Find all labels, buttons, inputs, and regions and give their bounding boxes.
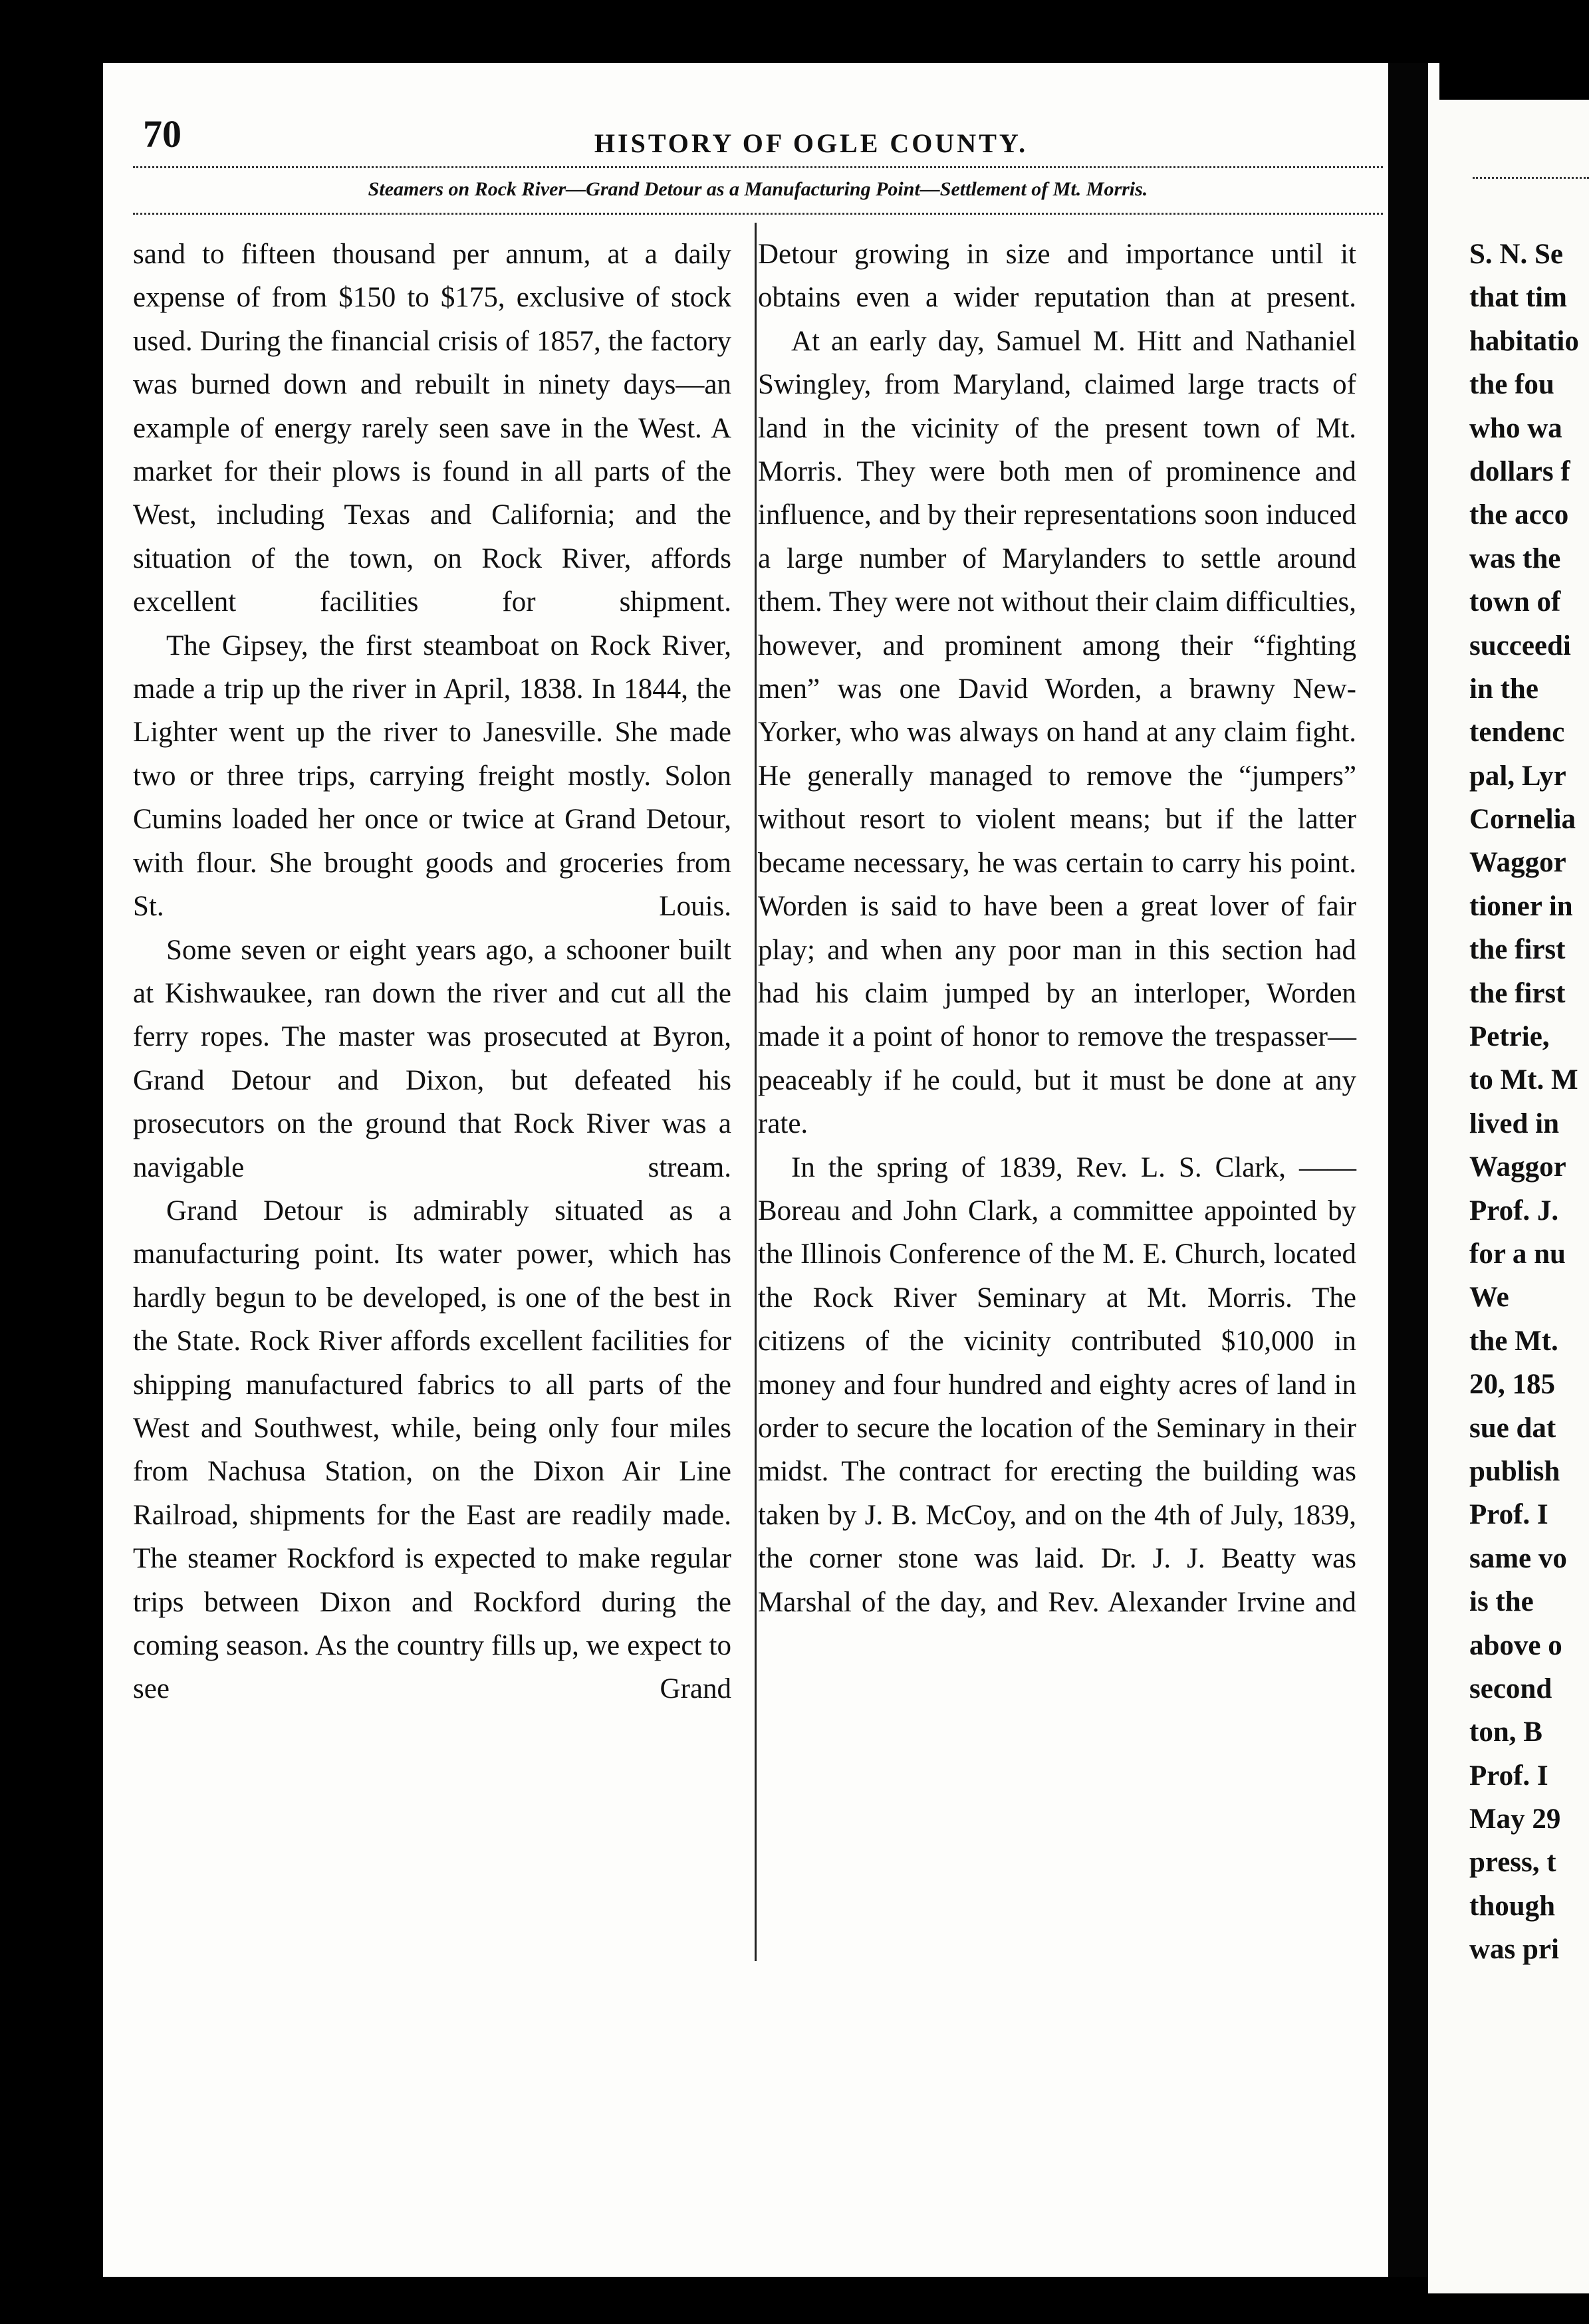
facing-page-line: who wa: [1469, 412, 1562, 444]
running-head: HISTORY OF OGLE COUNTY.: [594, 128, 1029, 158]
facing-page-line: habitatio: [1469, 325, 1579, 357]
facing-page-line: S. N. Se: [1469, 239, 1563, 270]
facing-page-line: Waggor: [1469, 847, 1566, 879]
facing-page-line: for a nu: [1469, 1238, 1566, 1270]
facing-page-line: the Mt.: [1469, 1325, 1558, 1357]
facing-page-line: publish: [1469, 1455, 1560, 1487]
facing-page-line: is the: [1469, 1586, 1534, 1618]
facing-page-line: Prof. I: [1469, 1499, 1548, 1531]
facing-page-line: lived in: [1469, 1107, 1560, 1139]
facing-page-line: tendenc: [1469, 717, 1565, 749]
paragraph-seminary: In the spring of 1839, Rev. L. S. Clark, —— Boreau and John Clark, a committee appointed by the Illinois Conference of the M. E. Church, located the Rock River Seminary at Mt. Morris. The citizens of the vicinity contributed $10,000 in money and four hundred and eighty acres of land in order to secure the location of the Seminary in their midst. The contract for erecting the building was taken by J. B. McCoy, and on the 4th of July, 1839, the corner stone was laid. Dr. J. J. Beatty was Marshal of the day, and Rev. Alexander Irvine and: [758, 1151, 1356, 1618]
facing-page-line: May 29: [1469, 1803, 1561, 1835]
scan-blot: [45, 2240, 85, 2267]
facing-page-line: town of: [1469, 586, 1561, 618]
facing-page-line: 20, 185: [1469, 1369, 1555, 1401]
facing-page-line: sue dat: [1469, 1412, 1556, 1444]
facing-page-line: was the: [1469, 542, 1561, 574]
facing-page-line: the fou: [1469, 369, 1554, 401]
facing-page-line: in the: [1469, 673, 1538, 705]
facing-page-line: pal, Lyr: [1469, 760, 1566, 792]
facing-page-line: that tim: [1469, 282, 1567, 314]
paragraph-factory: sand to fifteen thousand per annum, at a daily expense of from $150 to $175, exclusive of stock used. During the financial crisis of 1857, the factory was burned down and rebuilt in ninety days—an example of energy rarely seen save in the West. A market for their plows is found in all parts of the West, including Texas and California; and the situation of the town, on Rock River, affords excellent facilities for shipment.: [133, 239, 731, 618]
facing-page-line: Prof. J.: [1469, 1195, 1559, 1226]
facing-page-text: [1469, 233, 1589, 1972]
paragraph-steamboats: The Gipsey, the first steamboat on Rock River, made a trip up the river in April, 1838. In 1844, the Lighter went up the river to Janesville. She made two or three trips, carrying freight mostly. Solon Cumins loaded her once or twice at Grand Detour, with flour. She brought goods and groceries from St. Louis.: [133, 630, 731, 923]
right-column: [758, 233, 1356, 1624]
facing-page-line: the first: [1469, 934, 1566, 966]
facing-page-line: to Mt. M: [1469, 1064, 1578, 1096]
facing-page-line: We: [1469, 1282, 1509, 1314]
section-subhead: Steamers on Rock River—Grand Detour as a Manufacturing Point—Settlement of Mt. Morris.: [368, 178, 1148, 200]
column-rule: [755, 223, 757, 1961]
paragraph-schooner: Some seven or eight years ago, a schooner built at Kishwaukee, ran down the river and cut all the ferry ropes. The master was prosecuted at Byron, Grand Detour and Dixon, but defeated his prosecutors on the ground that Rock River was a navigable stream.: [133, 934, 731, 1183]
facing-page-line: second: [1469, 1673, 1552, 1704]
facing-page-line: tioner in: [1469, 890, 1573, 922]
paragraph-mt-morris-settlers: At an early day, Samuel M. Hitt and Nathaniel Swingley, from Maryland, claimed large tracts of land in the vicinity of the present town of Mt. Morris. They were both men of prominence and influence, and by their representations soon induced a large number of Marylanders to settle around them. They were not without their claim difficulties, however, and prominent among their “fighting men” was one David Worden, a brawny New-Yorker, who was always on hand at any claim fight. He generally managed to remove the “jumpers” without resort to violent means; but if the latter became necessary, he was certain to carry his point. Worden is said to have been a great lover of fair play; and when any poor man in this section had had his claim jumped by an interloper, Worden made it a point of honor to remove the trespasser—peaceably if he could, but it must be done at any rate.: [758, 325, 1356, 1140]
facing-page-rule: [1473, 177, 1589, 179]
facing-page-line: Petrie,: [1469, 1021, 1550, 1053]
facing-page-line: the acco: [1469, 499, 1569, 531]
paragraph-detour-growth: Detour growing in size and importance until it obtains even a wider reputation than at present.: [758, 239, 1356, 314]
facing-page-line: dollars f: [1469, 455, 1570, 487]
facing-page-line: press, t: [1469, 1847, 1556, 1879]
subhead-rule: [133, 213, 1383, 215]
page-number: 70: [143, 112, 182, 156]
facing-page-line: succeedi: [1469, 630, 1571, 661]
facing-page-line: same vo: [1469, 1542, 1567, 1574]
facing-page-line: the first: [1469, 977, 1566, 1009]
facing-page-line: was pri: [1469, 1934, 1559, 1966]
facing-page-line: Waggor: [1469, 1151, 1566, 1183]
facing-page-line: though: [1469, 1890, 1556, 1922]
left-column: [133, 233, 731, 1711]
facing-page-line: ton, B: [1469, 1716, 1542, 1748]
facing-page-line: Prof. I: [1469, 1760, 1548, 1792]
header-rule: [133, 166, 1383, 168]
facing-page-line: Cornelia: [1469, 804, 1576, 836]
paragraph-manufacturing-point: Grand Detour is admirably situated as a manufacturing point. Its water power, which has hardly begun to be developed, is one of the best in the State. Rock River affords excellent facilities for shipping manufactured fabrics to all parts of the West and Southwest, while, being only four miles from Nachusa Station, on the Dixon Air Line Railroad, shipments for the East are readily made. The steamer Rockford is expected to make regular trips between Dixon and Rockford during the coming season. As the country fills up, we expect to see Grand: [133, 1195, 731, 1705]
page-gutter: [1388, 63, 1428, 2277]
facing-page-line: above o: [1469, 1629, 1562, 1661]
